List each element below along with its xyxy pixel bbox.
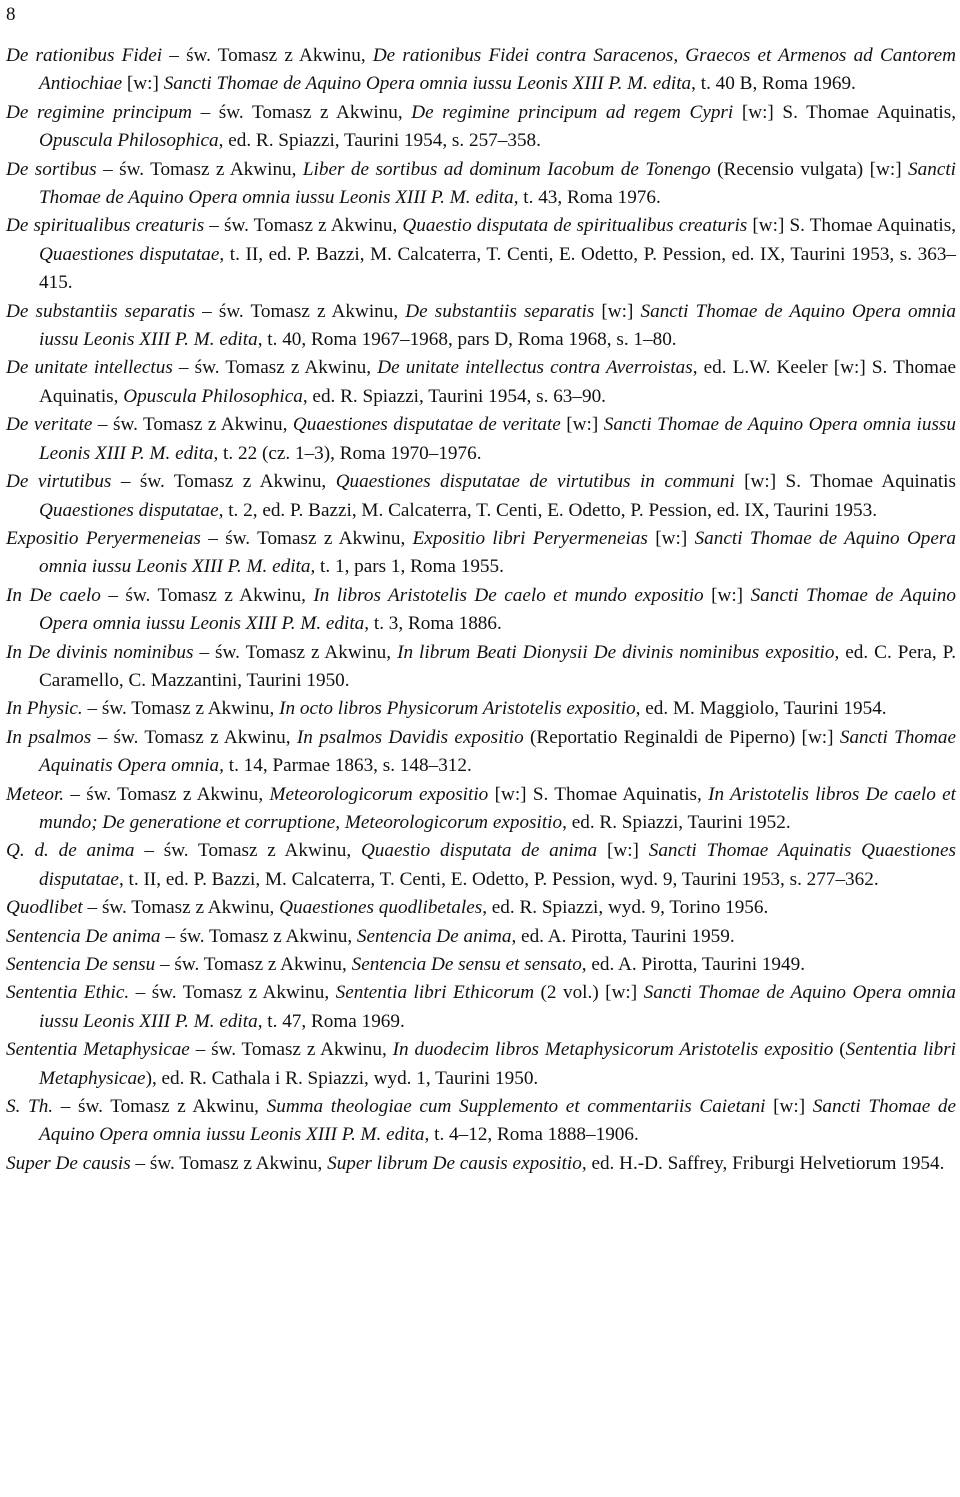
entry-text: (Reportatio Reginaldi de Piperno) [w:] <box>523 726 840 748</box>
entry-italic-text: Quodlibet <box>6 897 83 919</box>
entry-italic-text: Meteorologicorum expositio <box>269 783 489 805</box>
entry-italic-text: De unitate intellectus <box>6 357 173 379</box>
bibliography-entry <box>6 923 956 951</box>
bibliography-entry <box>6 1093 956 1150</box>
entry-text: [w:] <box>765 1096 813 1118</box>
entry-italic-text: Sancti Thomae Aquinatis Opera omnia, <box>39 726 956 777</box>
bibliography-entry <box>6 212 956 297</box>
entry-text: , ed. L.W. Keeler [w:] S. Thomae Aquinatis, <box>39 357 956 407</box>
entry-text: , t. 3, Roma 1886. <box>364 613 502 635</box>
entry-italic-text: Quaestiones disputatae <box>39 243 220 265</box>
entry-italic-text: Summa theologiae cum Supplemento et commentariis Caietani <box>266 1096 766 1118</box>
entry-text: t. 1, pars 1, Roma 1955. <box>315 556 504 578</box>
entry-italic-text: De rationibus Fidei <box>6 45 163 66</box>
entry-text: [w:] <box>122 73 164 95</box>
entry-italic-text: Sancti Thomae Aquinatis Quaestiones disputatae <box>39 840 956 890</box>
entry-italic-text: De unitate intellectus contra Averroistas <box>377 357 693 379</box>
entry-text: [w:] S. Thomae Aquinatis, <box>733 101 956 123</box>
entry-italic-text: Sancti Thomae de Aquino Opera omnia iussu Leonis XIII P. M. edita <box>39 300 956 351</box>
entry-italic-text: De substantiis separatis <box>405 300 595 322</box>
entry-text: , ed. C. Pera, P. Caramello, C. Mazzantini, Taurini 1950. <box>39 641 957 691</box>
bibliography-entry <box>6 1150 956 1178</box>
entry-text: , ed. M. Maggiolo, Taurini 1954. <box>635 698 887 720</box>
entry-text: [w:] <box>560 414 604 436</box>
bibliography-entry <box>6 781 956 838</box>
bibliography-entry <box>6 42 956 99</box>
entry-text: [w:] <box>594 300 641 322</box>
entry-text: , ed. R. Spiazzi, Taurini 1954, s. 63–90. <box>302 385 606 407</box>
entry-text: [w:] <box>647 527 695 549</box>
bibliography-entry <box>6 99 956 156</box>
entry-text: [w:] <box>597 840 649 862</box>
entry-italic-text: Sancti Thomae de Aquino Opera omnia iussu Leonis XIII P. M. edita <box>39 1096 956 1146</box>
entry-italic-text: In psalmos Davidis expositio <box>296 726 524 748</box>
entry-italic-text: Meteor. <box>6 783 65 805</box>
entry-text: , t. 47, Roma 1969. <box>257 1010 405 1032</box>
entry-text: – św. Tomasz z Akwinu, <box>82 897 280 919</box>
bibliography-entry <box>6 1036 956 1093</box>
bibliography-entry <box>6 979 956 1036</box>
entry-italic-text: Opuscula Philosophica <box>123 385 303 407</box>
bibliography-entry <box>6 411 956 468</box>
entry-text: , t. 4–12, Roma 1888–1906. <box>424 1124 639 1146</box>
bibliography-entry <box>6 156 956 213</box>
entry-italic-text: Sancti Thomae de Aquino Opera omnia iussu Leonis XIII P. M. edita <box>39 584 956 635</box>
entry-italic-text: Sancti Thomae de Aquino Opera omnia iussu Leonis XIII P. M. edita <box>39 414 956 464</box>
bibliography-list <box>6 42 956 1178</box>
entry-text: (2 vol.) [w:] <box>534 982 644 1004</box>
entry-italic-text: De regimine principum <box>6 101 192 123</box>
entry-italic-text: In duodecim libros Metaphysicorum Aristotelis expositio <box>392 1039 834 1061</box>
entry-italic-text: Quaestio disputata de spiritualibus creaturis <box>402 215 748 237</box>
bibliography-entry <box>6 582 956 639</box>
entry-text: , t. 43, Roma 1976. <box>513 187 661 209</box>
entry-text: – św. Tomasz z Akwinu, <box>162 45 373 66</box>
entry-italic-text: Q. d. de anima <box>6 840 135 862</box>
entry-italic-text: Sentencia De anima <box>356 925 512 947</box>
entry-text: , t. II, ed. P. Bazzi, M. Calcaterra, T. Centi, E. Odetto, P. Pession, wyd. 9, Taurini 1953, s. 277–362. <box>118 868 879 890</box>
entry-italic-text: S. Th. <box>6 1096 54 1118</box>
entry-italic-text: Sancti Thomae de Aquino Opera omnia iussu Leonis XIII P. M. edita, <box>39 527 956 578</box>
entry-text: – św. Tomasz z Akwinu, <box>189 1039 393 1061</box>
entry-text: – św. Tomasz z Akwinu, <box>100 584 314 606</box>
entry-italic-text: In Physic. <box>6 698 83 720</box>
bibliography-entry <box>6 695 956 723</box>
entry-italic-text: Sancti Thomae de Aquino Opera omnia iussu Leonis XIII P. M. edita <box>39 982 956 1032</box>
entry-italic-text: Super librum De causis expositio <box>327 1152 582 1174</box>
entry-italic-text: Sententia Ethic. <box>6 982 130 1004</box>
entry-text: – św. Tomasz z Akwinu, <box>96 158 303 180</box>
entry-text: , t. 40 B, Roma 1969. <box>691 73 856 95</box>
entry-text: ), ed. R. Cathala i R. Spiazzi, wyd. 1, Taurini 1950. <box>145 1067 539 1089</box>
bibliography-entry <box>6 639 956 696</box>
entry-text: , t. 40, Roma 1967–1968, pars D, Roma 1968, s. 1–80. <box>257 329 677 351</box>
bibliography-entry <box>6 525 956 582</box>
entry-text: (Recensio vulgata) [w:] <box>710 158 909 180</box>
entry-text: [w:] <box>703 584 751 606</box>
entry-italic-text: In octo libros Physicorum Aristotelis expositio <box>279 698 636 720</box>
entry-italic-text: Sentencia De sensu <box>6 954 156 975</box>
entry-italic-text: In psalmos <box>6 726 92 748</box>
entry-italic-text: De virtutibus <box>6 471 112 493</box>
entry-text: t. 14, Parmae 1863, s. 148–312. <box>223 755 472 777</box>
bibliography-entry <box>6 894 956 922</box>
entry-text: t. 2, ed. P. Bazzi, M. Calcaterra, T. Centi, E. Odetto, P. Pession, ed. IX, Taurini 1953. <box>223 499 878 521</box>
entry-italic-text: Sentencia De sensu et sensato <box>351 954 582 975</box>
entry-italic-text: Sentencia De anima <box>6 925 161 947</box>
entry-italic-text: Quaestiones disputatae de virtutibus in communi <box>335 471 735 493</box>
entry-italic-text: De regimine principum ad regem Cypri <box>411 101 734 123</box>
entry-text: , ed. R. Spiazzi, Taurini 1952. <box>562 811 791 833</box>
entry-text: – św. Tomasz z Akwinu, <box>111 471 336 493</box>
entry-text: – św. Tomasz z Akwinu, <box>64 783 270 805</box>
entry-italic-text: Quaestiones quodlibetales <box>279 897 483 919</box>
entry-text: – św. Tomasz z Akwinu, <box>155 954 352 975</box>
entry-text: – św. Tomasz z Akwinu, <box>53 1096 267 1118</box>
entry-text: – św. Tomasz z Akwinu, <box>129 982 336 1004</box>
entry-text: [w:] S. Thomae Aquinatis <box>734 471 956 493</box>
entry-text: ( <box>833 1039 846 1061</box>
entry-text: – św. Tomasz z Akwinu, <box>200 527 413 549</box>
bibliography-entry <box>6 837 956 894</box>
entry-text: – św. Tomasz z Akwinu, <box>160 925 357 947</box>
entry-text: , ed. R. Spiazzi, Taurini 1954, s. 257–358. <box>218 130 541 152</box>
bibliography-entry <box>6 724 956 781</box>
bibliography-entry <box>6 298 956 355</box>
entry-italic-text: De spiritualibus creaturis <box>6 215 205 237</box>
entry-italic-text: In libros Aristotelis De caelo et mundo expositio <box>313 584 704 606</box>
entry-italic-text: Quaestiones disputatae de veritate <box>292 414 561 436</box>
entry-italic-text: Quaestio disputata de anima <box>360 840 598 862</box>
page-number: 8 <box>6 4 16 25</box>
entry-italic-text: Liber de sortibus ad dominum Iacobum de Tonengo <box>302 158 711 180</box>
entry-text: – św. Tomasz z Akwinu, <box>193 641 398 663</box>
entry-text: – św. Tomasz z Akwinu, <box>191 101 412 123</box>
entry-text: , ed. A. Pirotta, Taurini 1959. <box>511 925 735 947</box>
entry-text: – św. Tomasz z Akwinu, <box>82 698 280 720</box>
entry-italic-text: In Aristotelis libros De caelo et mundo; De generatione et corruptione, Meteorologicorum expositio <box>39 783 956 833</box>
entry-text: – św. Tomasz z Akwinu, <box>91 726 297 748</box>
entry-text: [w:] S. Thomae Aquinatis, <box>747 215 956 237</box>
entry-italic-text: Expositio Peryermeneias <box>6 527 201 549</box>
entry-italic-text: De substantiis separatis <box>6 300 196 322</box>
entry-italic-text: In librum Beati Dionysii De divinis nominibus expositio <box>397 641 835 663</box>
bibliography-entry <box>6 354 956 411</box>
entry-text: , ed. R. Spiazzi, wyd. 9, Torino 1956. <box>482 897 769 919</box>
entry-text: – św. Tomasz z Akwinu, <box>172 357 378 379</box>
entry-italic-text: De sortibus <box>6 158 97 180</box>
entry-text: [w:] S. Thomae Aquinatis, <box>488 783 709 805</box>
entry-text: – św. Tomasz z Akwinu, <box>134 840 361 862</box>
entry-italic-text: Sententia libri Metaphysicae <box>39 1039 956 1089</box>
entry-italic-text: Sancti Thomae de Aquino Opera omnia iussu Leonis XIII P. M. edita <box>163 73 692 95</box>
bibliography-entry <box>6 951 956 979</box>
entry-text: – św. Tomasz z Akwinu, <box>204 215 403 237</box>
entry-italic-text: De veritate <box>6 414 93 436</box>
entry-italic-text: Sancti Thomae de Aquino Opera omnia iussu Leonis XIII P. M. edita <box>39 158 956 209</box>
entry-italic-text: De rationibus Fidei contra Saracenos, Graecos et Armenos ad Cantorem Antiochiae <box>39 45 956 95</box>
entry-italic-text: Sententia libri Ethicorum <box>335 982 535 1004</box>
entry-text: , ed. H.-D. Saffrey, Friburgi Helvetiorum 1954. <box>581 1152 945 1174</box>
entry-italic-text: In De caelo <box>6 584 101 606</box>
entry-italic-text: In De divinis nominibus <box>6 641 194 663</box>
entry-text: , t. 22 (cz. 1–3), Roma 1970–1976. <box>213 442 482 464</box>
entry-italic-text: Opuscula Philosophica <box>39 130 219 152</box>
entry-italic-text: Sententia Metaphysicae <box>6 1039 190 1061</box>
entry-italic-text: Expositio libri Peryermeneias <box>412 527 648 549</box>
entry-italic-text: Super De causis <box>6 1152 131 1174</box>
entry-text: – św. Tomasz z Akwinu, <box>92 414 293 436</box>
entry-text: – św. Tomasz z Akwinu, <box>130 1152 328 1174</box>
bibliography-entry <box>6 468 956 525</box>
entry-text: , ed. A. Pirotta, Taurini 1949. <box>581 954 805 975</box>
entry-text: – św. Tomasz z Akwinu, <box>195 300 406 322</box>
entry-italic-text: Quaestiones disputatae, <box>39 499 224 521</box>
entry-text: , t. II, ed. P. Bazzi, M. Calcaterra, T. Centi, E. Odetto, P. Pession, ed. IX, Taurini 1953, s. 363–415. <box>39 243 957 294</box>
